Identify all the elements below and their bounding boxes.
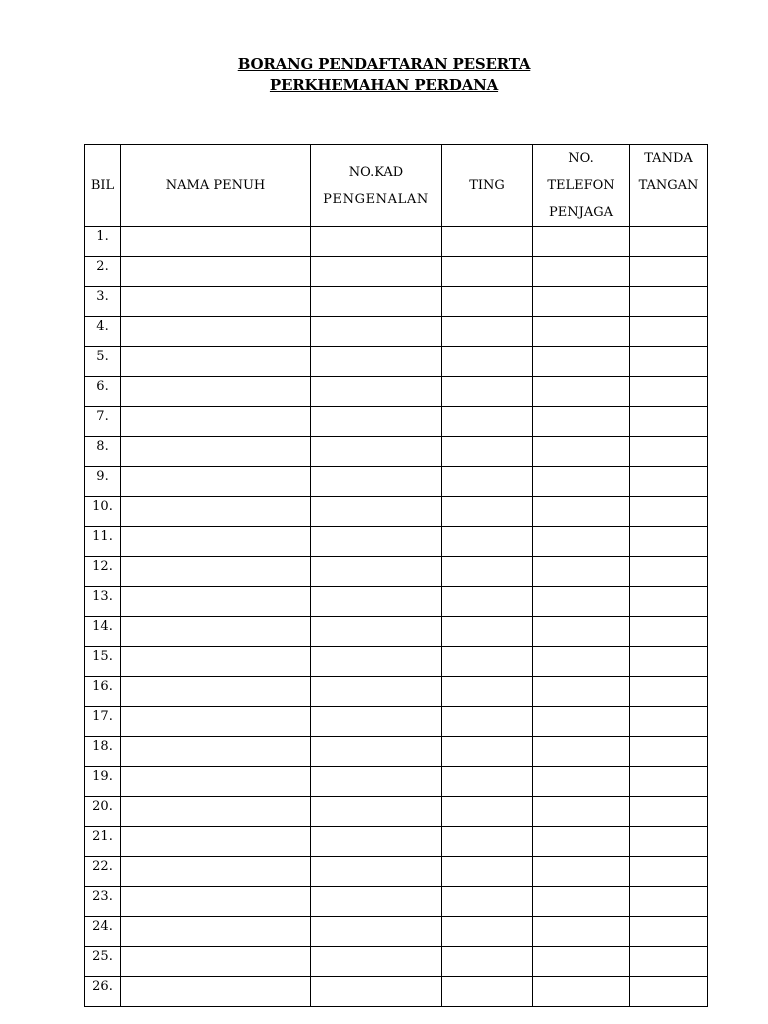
nama-penuh-cell[interactable] bbox=[121, 677, 311, 707]
table-row bbox=[85, 977, 708, 1007]
table-row bbox=[85, 407, 708, 437]
nama-penuh-cell[interactable] bbox=[121, 797, 311, 827]
ting-cell[interactable] bbox=[442, 767, 533, 797]
nama-penuh-cell[interactable] bbox=[121, 827, 311, 857]
tanda-tangan-cell[interactable] bbox=[630, 437, 708, 467]
nama-penuh-cell[interactable] bbox=[121, 287, 311, 317]
table-row bbox=[85, 347, 708, 377]
no-telefon-penjaga-cell[interactable] bbox=[533, 257, 630, 287]
ting-cell[interactable] bbox=[442, 917, 533, 947]
tanda-tangan-cell[interactable] bbox=[630, 887, 708, 917]
nama-penuh-cell[interactable] bbox=[121, 467, 311, 497]
ting-cell[interactable] bbox=[442, 377, 533, 407]
nama-penuh-cell[interactable] bbox=[121, 497, 311, 527]
table-row bbox=[85, 497, 708, 527]
tanda-tangan-cell[interactable] bbox=[630, 827, 708, 857]
no-telefon-penjaga-cell[interactable] bbox=[533, 647, 630, 677]
tanda-tangan-cell[interactable] bbox=[630, 527, 708, 557]
row-number: 18. bbox=[85, 737, 121, 767]
row-number: 9. bbox=[85, 467, 121, 497]
header-bil: BIL bbox=[85, 145, 121, 227]
row-number: 22. bbox=[85, 857, 121, 887]
tanda-tangan-cell[interactable] bbox=[630, 857, 708, 887]
no-telefon-penjaga-cell[interactable] bbox=[533, 857, 630, 887]
tanda-tangan-cell[interactable] bbox=[630, 227, 708, 257]
row-number: 17. bbox=[85, 707, 121, 737]
row-number: 21. bbox=[85, 827, 121, 857]
no-kad-pengenalan-cell[interactable] bbox=[311, 737, 442, 767]
no-kad-pengenalan-cell[interactable] bbox=[311, 707, 442, 737]
table-row bbox=[85, 377, 708, 407]
tanda-tangan-cell[interactable] bbox=[630, 707, 708, 737]
table-row bbox=[85, 857, 708, 887]
no-telefon-penjaga-cell[interactable] bbox=[533, 617, 630, 647]
nama-penuh-cell[interactable] bbox=[121, 377, 311, 407]
nama-penuh-cell[interactable] bbox=[121, 407, 311, 437]
no-kad-pengenalan-cell[interactable] bbox=[311, 677, 442, 707]
nama-penuh-cell[interactable] bbox=[121, 857, 311, 887]
row-number: 5. bbox=[85, 347, 121, 377]
tanda-tangan-cell[interactable] bbox=[630, 977, 708, 1007]
nama-penuh-cell[interactable] bbox=[121, 617, 311, 647]
tanda-tangan-cell[interactable] bbox=[630, 377, 708, 407]
no-kad-pengenalan-cell[interactable] bbox=[311, 767, 442, 797]
tanda-tangan-cell[interactable] bbox=[630, 587, 708, 617]
tanda-tangan-cell[interactable] bbox=[630, 257, 708, 287]
row-number: 2. bbox=[85, 257, 121, 287]
table-row bbox=[85, 557, 708, 587]
no-kad-pengenalan-cell[interactable] bbox=[311, 407, 442, 437]
tanda-tangan-cell[interactable] bbox=[630, 797, 708, 827]
row-number: 19. bbox=[85, 767, 121, 797]
ting-cell[interactable] bbox=[442, 347, 533, 377]
tanda-tangan-cell[interactable] bbox=[630, 767, 708, 797]
row-number: 4. bbox=[85, 317, 121, 347]
ting-cell[interactable] bbox=[442, 527, 533, 557]
no-telefon-penjaga-cell[interactable] bbox=[533, 557, 630, 587]
nama-penuh-cell[interactable] bbox=[121, 917, 311, 947]
row-number: 6. bbox=[85, 377, 121, 407]
no-kad-pengenalan-cell[interactable] bbox=[311, 437, 442, 467]
row-number: 11. bbox=[85, 527, 121, 557]
table-header-row bbox=[85, 145, 708, 227]
no-telefon-penjaga-cell[interactable] bbox=[533, 917, 630, 947]
table-row bbox=[85, 257, 708, 287]
row-number: 1. bbox=[85, 227, 121, 257]
nama-penuh-cell[interactable] bbox=[121, 527, 311, 557]
table-row bbox=[85, 917, 708, 947]
no-kad-pengenalan-cell[interactable] bbox=[311, 647, 442, 677]
table-row bbox=[85, 737, 708, 767]
row-number: 26. bbox=[85, 977, 121, 1007]
tanda-tangan-cell[interactable] bbox=[630, 467, 708, 497]
no-kad-pengenalan-cell[interactable] bbox=[311, 317, 442, 347]
row-number: 10. bbox=[85, 497, 121, 527]
nama-penuh-cell[interactable] bbox=[121, 947, 311, 977]
nama-penuh-cell[interactable] bbox=[121, 977, 311, 1007]
nama-penuh-cell[interactable] bbox=[121, 887, 311, 917]
row-number: 12. bbox=[85, 557, 121, 587]
table-row bbox=[85, 677, 708, 707]
table-row bbox=[85, 437, 708, 467]
nama-penuh-cell[interactable] bbox=[121, 347, 311, 377]
registration-table bbox=[84, 144, 708, 1007]
no-kad-pengenalan-cell[interactable] bbox=[311, 497, 442, 527]
no-kad-pengenalan-cell[interactable] bbox=[311, 887, 442, 917]
nama-penuh-cell[interactable] bbox=[121, 227, 311, 257]
no-kad-pengenalan-cell[interactable] bbox=[311, 527, 442, 557]
no-kad-pengenalan-cell[interactable] bbox=[311, 917, 442, 947]
no-telefon-penjaga-cell[interactable] bbox=[533, 947, 630, 977]
tanda-tangan-cell[interactable] bbox=[630, 347, 708, 377]
no-kad-pengenalan-cell[interactable] bbox=[311, 977, 442, 1007]
ting-cell[interactable] bbox=[442, 287, 533, 317]
header-no-telefon-penjaga: NO. TELEFON PENJAGA bbox=[533, 145, 630, 227]
header-nama-penuh: NAMA PENUH bbox=[121, 145, 311, 227]
row-number: 16. bbox=[85, 677, 121, 707]
row-number: 15. bbox=[85, 647, 121, 677]
no-kad-pengenalan-cell[interactable] bbox=[311, 827, 442, 857]
no-kad-pengenalan-cell[interactable] bbox=[311, 857, 442, 887]
no-telefon-penjaga-cell[interactable] bbox=[533, 377, 630, 407]
ting-cell[interactable] bbox=[442, 677, 533, 707]
ting-cell[interactable] bbox=[442, 887, 533, 917]
ting-cell[interactable] bbox=[442, 797, 533, 827]
header-no-kad-pengenalan: NO.KAD PENGENALAN bbox=[311, 145, 442, 227]
no-telefon-penjaga-cell[interactable] bbox=[533, 887, 630, 917]
nama-penuh-cell[interactable] bbox=[121, 257, 311, 287]
ting-cell[interactable] bbox=[442, 707, 533, 737]
nama-penuh-cell[interactable] bbox=[121, 437, 311, 467]
ting-cell[interactable] bbox=[442, 227, 533, 257]
ting-cell[interactable] bbox=[442, 497, 533, 527]
ting-cell[interactable] bbox=[442, 587, 533, 617]
ting-cell[interactable] bbox=[442, 737, 533, 767]
nama-penuh-cell[interactable] bbox=[121, 557, 311, 587]
no-kad-pengenalan-cell[interactable] bbox=[311, 257, 442, 287]
table-row bbox=[85, 797, 708, 827]
no-kad-pengenalan-cell[interactable] bbox=[311, 557, 442, 587]
no-kad-pengenalan-cell[interactable] bbox=[311, 467, 442, 497]
nama-penuh-cell[interactable] bbox=[121, 587, 311, 617]
ting-cell[interactable] bbox=[442, 437, 533, 467]
ting-cell[interactable] bbox=[442, 827, 533, 857]
tanda-tangan-cell[interactable] bbox=[630, 557, 708, 587]
tanda-tangan-cell[interactable] bbox=[630, 917, 708, 947]
table-row bbox=[85, 587, 708, 617]
row-number: 3. bbox=[85, 287, 121, 317]
no-kad-pengenalan-cell[interactable] bbox=[311, 287, 442, 317]
document-title bbox=[0, 54, 768, 96]
no-telefon-penjaga-cell[interactable] bbox=[533, 287, 630, 317]
row-number: 13. bbox=[85, 587, 121, 617]
no-telefon-penjaga-cell[interactable] bbox=[533, 827, 630, 857]
table-row bbox=[85, 527, 708, 557]
ting-cell[interactable] bbox=[442, 557, 533, 587]
no-telefon-penjaga-cell[interactable] bbox=[533, 707, 630, 737]
no-telefon-penjaga-cell[interactable] bbox=[533, 317, 630, 347]
tanda-tangan-cell[interactable] bbox=[630, 677, 708, 707]
row-number: 24. bbox=[85, 917, 121, 947]
table-row bbox=[85, 647, 708, 677]
no-telefon-penjaga-cell[interactable] bbox=[533, 527, 630, 557]
no-telefon-penjaga-cell[interactable] bbox=[533, 227, 630, 257]
tanda-tangan-cell[interactable] bbox=[630, 287, 708, 317]
ting-cell[interactable] bbox=[442, 977, 533, 1007]
no-telefon-penjaga-cell[interactable] bbox=[533, 797, 630, 827]
no-telefon-penjaga-cell[interactable] bbox=[533, 767, 630, 797]
nama-penuh-cell[interactable] bbox=[121, 767, 311, 797]
row-number: 20. bbox=[85, 797, 121, 827]
ting-cell[interactable] bbox=[442, 647, 533, 677]
ting-cell[interactable] bbox=[442, 407, 533, 437]
table-row bbox=[85, 767, 708, 797]
table-row bbox=[85, 947, 708, 977]
tanda-tangan-cell[interactable] bbox=[630, 647, 708, 677]
ting-cell[interactable] bbox=[442, 857, 533, 887]
no-telefon-penjaga-cell[interactable] bbox=[533, 737, 630, 767]
header-ting: TING bbox=[442, 145, 533, 227]
ting-cell[interactable] bbox=[442, 947, 533, 977]
title-line-2: PERKHEMAHAN PERDANA bbox=[269, 76, 499, 94]
nama-penuh-cell[interactable] bbox=[121, 647, 311, 677]
table-row bbox=[85, 707, 708, 737]
nama-penuh-cell[interactable] bbox=[121, 707, 311, 737]
row-number: 25. bbox=[85, 947, 121, 977]
row-number: 7. bbox=[85, 407, 121, 437]
no-kad-pengenalan-cell[interactable] bbox=[311, 947, 442, 977]
tanda-tangan-cell[interactable] bbox=[630, 407, 708, 437]
tanda-tangan-cell[interactable] bbox=[630, 617, 708, 647]
nama-penuh-cell[interactable] bbox=[121, 737, 311, 767]
no-kad-pengenalan-cell[interactable] bbox=[311, 617, 442, 647]
row-number: 14. bbox=[85, 617, 121, 647]
table-row bbox=[85, 227, 708, 257]
table-row bbox=[85, 467, 708, 497]
no-kad-pengenalan-cell[interactable] bbox=[311, 797, 442, 827]
no-telefon-penjaga-cell[interactable] bbox=[533, 677, 630, 707]
no-telefon-penjaga-cell[interactable] bbox=[533, 347, 630, 377]
table-row bbox=[85, 317, 708, 347]
table-row bbox=[85, 887, 708, 917]
no-kad-pengenalan-cell[interactable] bbox=[311, 227, 442, 257]
tanda-tangan-cell[interactable] bbox=[630, 947, 708, 977]
no-kad-pengenalan-cell[interactable] bbox=[311, 347, 442, 377]
tanda-tangan-cell[interactable] bbox=[630, 317, 708, 347]
title-line-1: BORANG PENDAFTARAN PESERTA bbox=[237, 55, 531, 73]
header-tanda-tangan: TANDA TANGAN bbox=[630, 145, 708, 227]
no-telefon-penjaga-cell[interactable] bbox=[533, 587, 630, 617]
ting-cell[interactable] bbox=[442, 617, 533, 647]
table-row bbox=[85, 287, 708, 317]
row-number: 8. bbox=[85, 437, 121, 467]
no-telefon-penjaga-cell[interactable] bbox=[533, 407, 630, 437]
no-telefon-penjaga-cell[interactable] bbox=[533, 497, 630, 527]
ting-cell[interactable] bbox=[442, 257, 533, 287]
ting-cell[interactable] bbox=[442, 317, 533, 347]
table-row bbox=[85, 827, 708, 857]
no-telefon-penjaga-cell[interactable] bbox=[533, 977, 630, 1007]
row-number: 23. bbox=[85, 887, 121, 917]
nama-penuh-cell[interactable] bbox=[121, 317, 311, 347]
tanda-tangan-cell[interactable] bbox=[630, 497, 708, 527]
no-kad-pengenalan-cell[interactable] bbox=[311, 377, 442, 407]
no-telefon-penjaga-cell[interactable] bbox=[533, 467, 630, 497]
tanda-tangan-cell[interactable] bbox=[630, 737, 708, 767]
table-row bbox=[85, 617, 708, 647]
ting-cell[interactable] bbox=[442, 467, 533, 497]
no-telefon-penjaga-cell[interactable] bbox=[533, 437, 630, 467]
no-kad-pengenalan-cell[interactable] bbox=[311, 587, 442, 617]
